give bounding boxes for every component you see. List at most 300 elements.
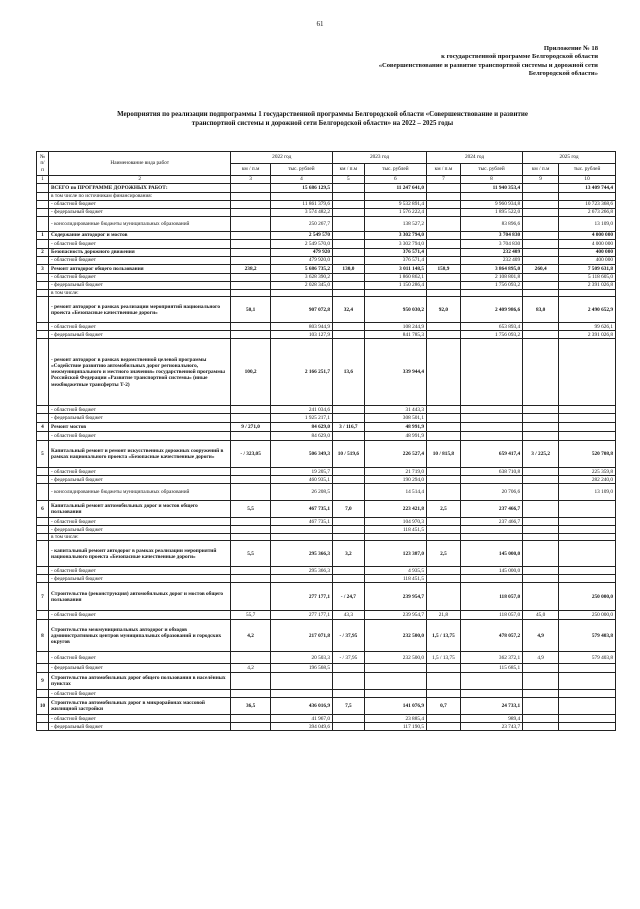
row-name: - федеральный бюджет xyxy=(49,664,231,673)
table-row xyxy=(37,232,616,240)
km-cell-2022 xyxy=(231,723,270,731)
amount-cell-2022: 467 735,1 xyxy=(270,518,332,526)
amount-cell-2025: 4 000 000 xyxy=(559,240,616,249)
amount-cell-2025: 13 109,0 xyxy=(559,484,616,501)
km-cell-2025 xyxy=(523,690,559,698)
km-cell-2025 xyxy=(523,274,559,282)
km-cell-2022 xyxy=(231,476,270,484)
row-name: - федеральный бюджет xyxy=(49,575,231,583)
amount-cell-2023: 3 302 794,0 xyxy=(364,232,426,240)
amount-cell-2023: 239 954,7 xyxy=(364,583,426,611)
km-cell-2023 xyxy=(333,184,365,193)
row-number xyxy=(37,476,49,484)
row-number: 4 xyxy=(37,423,49,432)
amount-cell-2023: 11 247 641,0 xyxy=(364,184,426,193)
amount-cell-2022: 803 944,9 xyxy=(270,323,332,331)
table-row xyxy=(37,217,616,232)
km-cell-2024 xyxy=(426,468,460,476)
km-cell-2025 xyxy=(523,193,559,201)
colnum-1: 1 xyxy=(37,176,49,184)
km-cell-2024 xyxy=(426,406,460,414)
km-cell-2025 xyxy=(523,249,559,257)
amount-cell-2025 xyxy=(559,673,616,690)
km-cell-2025 xyxy=(523,501,559,518)
km-cell-2025 xyxy=(523,715,559,723)
amount-cell-2023: 308 501,1 xyxy=(364,414,426,423)
table-row xyxy=(37,339,616,406)
amount-cell-2022: 20 503,3 xyxy=(270,652,332,664)
amount-cell-2022: 2 549 570 xyxy=(270,232,332,240)
amount-cell-2023: 117 190,5 xyxy=(364,723,426,731)
km-cell-2022 xyxy=(231,331,270,339)
header-rub-2024: тыс. рублей xyxy=(460,164,522,176)
amount-cell-2023: 232 500,0 xyxy=(364,652,426,664)
amount-cell-2025: 579 403,8 xyxy=(559,652,616,664)
row-number xyxy=(37,414,49,423)
table-row xyxy=(37,282,616,290)
row-number xyxy=(37,274,49,282)
row-number xyxy=(37,432,49,441)
km-cell-2024 xyxy=(426,290,460,297)
km-cell-2024 xyxy=(426,331,460,339)
row-number: 10 xyxy=(37,698,49,715)
km-cell-2022 xyxy=(231,201,270,209)
row-name: Содержание автодорог и мостов xyxy=(49,232,231,240)
amount-cell-2023: 226 527,4 xyxy=(364,441,426,468)
amount-cell-2022 xyxy=(270,575,332,583)
table-row xyxy=(37,201,616,209)
page-number: 61 xyxy=(316,20,324,28)
km-cell-2024 xyxy=(426,526,460,534)
km-cell-2022 xyxy=(231,240,270,249)
row-name: - федеральный бюджет xyxy=(49,414,231,423)
amount-cell-2023: 841 785,3 xyxy=(364,331,426,339)
colnum-7: 7 xyxy=(426,176,460,184)
table-row xyxy=(37,518,616,526)
km-cell-2025 xyxy=(523,423,559,432)
km-cell-2025 xyxy=(523,331,559,339)
km-cell-2024 xyxy=(426,690,460,698)
table-row xyxy=(37,698,616,715)
table-row xyxy=(37,484,616,501)
amount-cell-2023: 1 860 862,1 xyxy=(364,274,426,282)
km-cell-2022 xyxy=(231,652,270,664)
km-cell-2022 xyxy=(231,249,270,257)
amount-cell-2022: 277 177,1 xyxy=(270,611,332,620)
amount-cell-2023: 21 719,0 xyxy=(364,468,426,476)
km-cell-2024 xyxy=(426,567,460,575)
km-cell-2023 xyxy=(333,274,365,282)
amount-cell-2024: 1 756 093,2 xyxy=(460,331,522,339)
amount-cell-2024 xyxy=(460,526,522,534)
km-cell-2025 xyxy=(523,583,559,611)
km-cell-2025 xyxy=(523,323,559,331)
amount-cell-2023: 118 451,5 xyxy=(364,526,426,534)
row-name: - федеральный бюджет xyxy=(49,526,231,534)
amount-cell-2024 xyxy=(460,575,522,583)
amount-cell-2022 xyxy=(270,690,332,698)
table-row xyxy=(37,331,616,339)
amount-cell-2025: 2 673 266,8 xyxy=(559,209,616,217)
amount-cell-2024: 653 893,4 xyxy=(460,323,522,331)
km-cell-2024: 0,7 xyxy=(426,698,460,715)
table-row xyxy=(37,476,616,484)
km-cell-2023 xyxy=(333,240,365,249)
row-name: Строительство (реконструкция) автомобильных дорог и мостов общего пользования xyxy=(49,583,231,611)
amount-cell-2022: 2 549 570,0 xyxy=(270,240,332,249)
row-name: - ремонт автодорог в рамках ведомственной целевой программы «Содействие развитию автомобильных дорог регионального, межмуниципального и местного значения» государственной программы Российской Федерации «Развитие транспортной системы» (иные межбюджетные трансферты Т-2) xyxy=(49,339,231,406)
row-name: - областной бюджет xyxy=(49,518,231,526)
header-rub-2025: тыс. рублей xyxy=(559,164,616,176)
km-cell-2024 xyxy=(426,339,460,406)
appendix-header xyxy=(298,45,598,79)
amount-cell-2025 xyxy=(559,501,616,518)
km-cell-2022 xyxy=(231,406,270,414)
amount-cell-2025 xyxy=(559,526,616,534)
km-cell-2022 xyxy=(231,323,270,331)
row-number xyxy=(37,406,49,414)
colnum-10: 10 xyxy=(559,176,616,184)
amount-cell-2024 xyxy=(460,476,522,484)
km-cell-2022: 50,1 xyxy=(231,297,270,323)
row-name: - областной бюджет xyxy=(49,323,231,331)
amount-cell-2024: 11 940 353,4 xyxy=(460,184,522,193)
row-number xyxy=(37,664,49,673)
colnum-9: 9 xyxy=(523,176,559,184)
amount-cell-2022: 467 735,1 xyxy=(270,501,332,518)
km-cell-2023 xyxy=(333,518,365,526)
amount-cell-2024: 2 108 801,8 xyxy=(460,274,522,282)
row-number xyxy=(37,297,49,323)
km-cell-2022 xyxy=(231,673,270,690)
amount-cell-2022: 217 071,8 xyxy=(270,620,332,652)
amount-cell-2022 xyxy=(270,526,332,534)
colnum-5: 5 xyxy=(333,176,365,184)
km-cell-2023: 13,6 xyxy=(333,339,365,406)
km-cell-2025 xyxy=(523,257,559,265)
header-km-2025: км / п.м xyxy=(523,164,559,176)
km-cell-2023 xyxy=(333,232,365,240)
row-name: Капитальный ремонт автомобильных дорог и мостов общего пользования xyxy=(49,501,231,518)
km-cell-2022: 55,7 xyxy=(231,611,270,620)
amount-cell-2025: 10 723 368,6 xyxy=(559,201,616,209)
km-cell-2022 xyxy=(231,468,270,476)
amount-cell-2025: 5 118 605,0 xyxy=(559,274,616,282)
amount-cell-2023: 232 500,0 xyxy=(364,620,426,652)
row-number xyxy=(37,541,49,567)
amount-cell-2022: 2 166 251,7 xyxy=(270,339,332,406)
km-cell-2024 xyxy=(426,257,460,265)
table-row xyxy=(37,406,616,414)
amount-cell-2022: 1 925 217,1 xyxy=(270,414,332,423)
amount-cell-2025 xyxy=(559,541,616,567)
row-name: - областной бюджет xyxy=(49,567,231,575)
amount-cell-2024: 3 864 895,0 xyxy=(460,265,522,274)
colnum-4: 4 xyxy=(270,176,332,184)
table-row xyxy=(37,541,616,567)
amount-cell-2024: 115 685,1 xyxy=(460,664,522,673)
appendix-line-2: к государственной программе Белгородской области xyxy=(441,53,598,61)
km-cell-2024 xyxy=(426,209,460,217)
row-number: 1 xyxy=(37,232,49,240)
appendix-line-1: Приложение № 18 xyxy=(543,45,598,52)
km-cell-2025 xyxy=(523,282,559,290)
amount-cell-2023: 14 514,4 xyxy=(364,484,426,501)
km-cell-2024: 1,5 / 13,75 xyxy=(426,620,460,652)
km-cell-2024 xyxy=(426,240,460,249)
km-cell-2024 xyxy=(426,432,460,441)
table-row xyxy=(37,432,616,441)
amount-cell-2025: 579 403,8 xyxy=(559,620,616,652)
table-row xyxy=(37,249,616,257)
colnum-3: 3 xyxy=(231,176,270,184)
km-cell-2022: 5,5 xyxy=(231,501,270,518)
km-cell-2024 xyxy=(426,715,460,723)
km-cell-2022 xyxy=(231,193,270,201)
amount-cell-2022: 250 267,7 xyxy=(270,217,332,232)
row-number xyxy=(37,690,49,698)
amount-cell-2024: 1 895 522,0 xyxy=(460,209,522,217)
header-num: № п/п xyxy=(37,152,49,176)
amount-cell-2024 xyxy=(460,673,522,690)
km-cell-2022 xyxy=(231,257,270,265)
amount-cell-2025: 250 000,0 xyxy=(559,611,616,620)
row-number xyxy=(37,567,49,575)
amount-cell-2025 xyxy=(559,423,616,432)
km-cell-2022 xyxy=(231,217,270,232)
amount-cell-2023: 141 076,9 xyxy=(364,698,426,715)
amount-cell-2022: 295 366,3 xyxy=(270,567,332,575)
row-name: - областной бюджет xyxy=(49,201,231,209)
amount-cell-2023: 339 944,4 xyxy=(364,339,426,406)
row-number xyxy=(37,484,49,501)
row-name: в том числе: xyxy=(49,290,231,297)
km-cell-2023 xyxy=(333,217,365,232)
amount-cell-2023 xyxy=(364,193,426,201)
amount-cell-2022 xyxy=(270,290,332,297)
table-row xyxy=(37,673,616,690)
km-cell-2025: 3 / 225,2 xyxy=(523,441,559,468)
km-cell-2025: 260,4 xyxy=(523,265,559,274)
amount-cell-2022: 41 967,0 xyxy=(270,715,332,723)
amount-cell-2022: 3 628 390,2 xyxy=(270,274,332,282)
row-number xyxy=(37,323,49,331)
amount-cell-2024 xyxy=(460,534,522,541)
amount-cell-2024: 83 896,6 xyxy=(460,217,522,232)
km-cell-2025 xyxy=(523,575,559,583)
km-cell-2024 xyxy=(426,518,460,526)
amount-cell-2022: 84 629,0 xyxy=(270,423,332,432)
amount-cell-2025 xyxy=(559,690,616,698)
appendix-line-4: Белгородской области» xyxy=(528,70,598,78)
km-cell-2024 xyxy=(426,723,460,731)
amount-cell-2025: 225 359,8 xyxy=(559,468,616,476)
km-cell-2023 xyxy=(333,723,365,731)
km-cell-2024 xyxy=(426,414,460,423)
header-year-2022: 2022 год xyxy=(231,152,333,164)
header-km-2022: км / п.м xyxy=(231,164,270,176)
row-number xyxy=(37,468,49,476)
row-number: 8 xyxy=(37,620,49,652)
km-cell-2024: 158,9 xyxy=(426,265,460,274)
amount-cell-2025 xyxy=(559,664,616,673)
row-name: - федеральный бюджет xyxy=(49,209,231,217)
row-name: Ремонт автодорог общего пользования xyxy=(49,265,231,274)
amount-cell-2025 xyxy=(559,193,616,201)
row-name: ВСЕГО по ПРОГРАММЕ ДОРОЖНЫХ РАБОТ: xyxy=(49,184,231,193)
row-number xyxy=(37,534,49,541)
amount-cell-2024: 659 417,4 xyxy=(460,441,522,468)
amount-cell-2025: 282 240,0 xyxy=(559,476,616,484)
km-cell-2023: 32,4 xyxy=(333,297,365,323)
header-year-2023: 2023 год xyxy=(333,152,427,164)
row-number xyxy=(37,193,49,201)
table-row xyxy=(37,193,616,201)
table-row xyxy=(37,297,616,323)
amount-cell-2024 xyxy=(460,690,522,698)
amount-cell-2025 xyxy=(559,715,616,723)
table-row xyxy=(37,723,616,731)
document-title xyxy=(40,110,605,128)
km-cell-2022 xyxy=(231,414,270,423)
amount-cell-2024: 232 409 xyxy=(460,249,522,257)
row-number xyxy=(37,209,49,217)
km-cell-2022 xyxy=(231,715,270,723)
header-rub-2023: тыс. рублей xyxy=(364,164,426,176)
amount-cell-2025 xyxy=(559,414,616,423)
km-cell-2023 xyxy=(333,282,365,290)
km-cell-2024 xyxy=(426,664,460,673)
amount-cell-2024: 118 057,0 xyxy=(460,583,522,611)
amount-cell-2023: 190 294,0 xyxy=(364,476,426,484)
row-number xyxy=(37,575,49,583)
amount-cell-2024 xyxy=(460,423,522,432)
table-row xyxy=(37,240,616,249)
km-cell-2025 xyxy=(523,526,559,534)
row-name: Безопасность дорожного движения xyxy=(49,249,231,257)
row-number xyxy=(37,723,49,731)
amount-cell-2022: 460 935,1 xyxy=(270,476,332,484)
km-cell-2023 xyxy=(333,575,365,583)
km-cell-2022 xyxy=(231,484,270,501)
amount-cell-2022: 907 072,8 xyxy=(270,297,332,323)
km-cell-2023: 3,2 xyxy=(333,541,365,567)
row-name: - федеральный бюджет xyxy=(49,331,231,339)
km-cell-2023: 43,3 xyxy=(333,611,365,620)
km-cell-2024 xyxy=(426,673,460,690)
km-cell-2025 xyxy=(523,484,559,501)
amount-cell-2023: 138 527,2 xyxy=(364,217,426,232)
row-number xyxy=(37,240,49,249)
km-cell-2023: 3 / 116,7 xyxy=(333,423,365,432)
amount-cell-2023: 1 150 286,4 xyxy=(364,282,426,290)
amount-cell-2025: 250 000,0 xyxy=(559,583,616,611)
amount-cell-2025 xyxy=(559,518,616,526)
row-name: Строительство межмуниципальных автодорог и обходов административных центров муниципальных образований и городских округов xyxy=(49,620,231,652)
km-cell-2022: 36,5 xyxy=(231,698,270,715)
row-number xyxy=(37,611,49,620)
amount-cell-2024: 145 000,0 xyxy=(460,541,522,567)
amount-cell-2024: 3 704 830 xyxy=(460,240,522,249)
row-number xyxy=(37,331,49,339)
km-cell-2023 xyxy=(333,201,365,209)
amount-cell-2022 xyxy=(270,673,332,690)
km-cell-2022 xyxy=(231,432,270,441)
amount-cell-2024: 237 466,7 xyxy=(460,518,522,526)
row-number xyxy=(37,201,49,209)
km-cell-2022 xyxy=(231,583,270,611)
amount-cell-2024 xyxy=(460,414,522,423)
amount-cell-2023: 4 935,5 xyxy=(364,567,426,575)
km-cell-2023 xyxy=(333,468,365,476)
km-cell-2025 xyxy=(523,518,559,526)
amount-cell-2023: 48 991,9 xyxy=(364,432,426,441)
row-name: - консолидированные бюджеты муниципальных образований xyxy=(49,217,231,232)
table-row xyxy=(37,441,616,468)
km-cell-2022 xyxy=(231,575,270,583)
table-row xyxy=(37,414,616,423)
table-row xyxy=(37,664,616,673)
amount-cell-2024 xyxy=(460,290,522,297)
colnum-2: 2 xyxy=(49,176,231,184)
amount-cell-2023: 31 443,3 xyxy=(364,406,426,414)
header-year-2024: 2024 год xyxy=(426,152,522,164)
amount-cell-2023: 104 970,3 xyxy=(364,518,426,526)
table-row xyxy=(37,265,616,274)
title-line-2: транспортной системы и дорожной сети Белгородской области» на 2022 – 2025 годы xyxy=(191,120,454,127)
header-km-2024: км / п.м xyxy=(426,164,460,176)
table-row xyxy=(37,652,616,664)
km-cell-2022 xyxy=(231,209,270,217)
row-number: 5 xyxy=(37,441,49,468)
amount-cell-2024: 232 409 xyxy=(460,257,522,265)
km-cell-2022: 4,2 xyxy=(231,620,270,652)
row-name: - областной бюджет xyxy=(49,432,231,441)
table-body xyxy=(37,184,616,731)
row-name: - капитальный ремонт автодорог в рамках реализации мероприятий национального проекта «Безопасные качественные дороги» xyxy=(49,541,231,567)
km-cell-2023: 130,0 xyxy=(333,265,365,274)
table-row xyxy=(37,526,616,534)
amount-cell-2024: 23 743,7 xyxy=(460,723,522,731)
km-cell-2023 xyxy=(333,534,365,541)
amount-cell-2023: 1 576 222,4 xyxy=(364,209,426,217)
km-cell-2025 xyxy=(523,432,559,441)
amount-cell-2022: 3 574 482,2 xyxy=(270,209,332,217)
amount-cell-2025 xyxy=(559,575,616,583)
km-cell-2025 xyxy=(523,723,559,731)
km-cell-2023 xyxy=(333,664,365,673)
amount-cell-2023: 223 421,8 xyxy=(364,501,426,518)
row-number xyxy=(37,652,49,664)
amount-cell-2023: 123 387,0 xyxy=(364,541,426,567)
amount-cell-2023: 3 011 148,5 xyxy=(364,265,426,274)
amount-cell-2023: 950 030,2 xyxy=(364,297,426,323)
km-cell-2025: 45,0 xyxy=(523,611,559,620)
amount-cell-2024: 9 960 934,8 xyxy=(460,201,522,209)
amount-cell-2022: 436 016,9 xyxy=(270,698,332,715)
row-number xyxy=(37,715,49,723)
row-name: - консолидированные бюджеты муниципальных образований xyxy=(49,484,231,501)
km-cell-2023 xyxy=(333,209,365,217)
table-row xyxy=(37,583,616,611)
km-cell-2024 xyxy=(426,217,460,232)
amount-cell-2023: 108 244,9 xyxy=(364,323,426,331)
row-name: Строительство автомобильных дорог в микрорайонах массовой жилищной застройки xyxy=(49,698,231,715)
table-row xyxy=(37,611,616,620)
km-cell-2023: 10 / 519,6 xyxy=(333,441,365,468)
km-cell-2024 xyxy=(426,193,460,201)
amount-cell-2023: 3 302 794,0 xyxy=(364,240,426,249)
